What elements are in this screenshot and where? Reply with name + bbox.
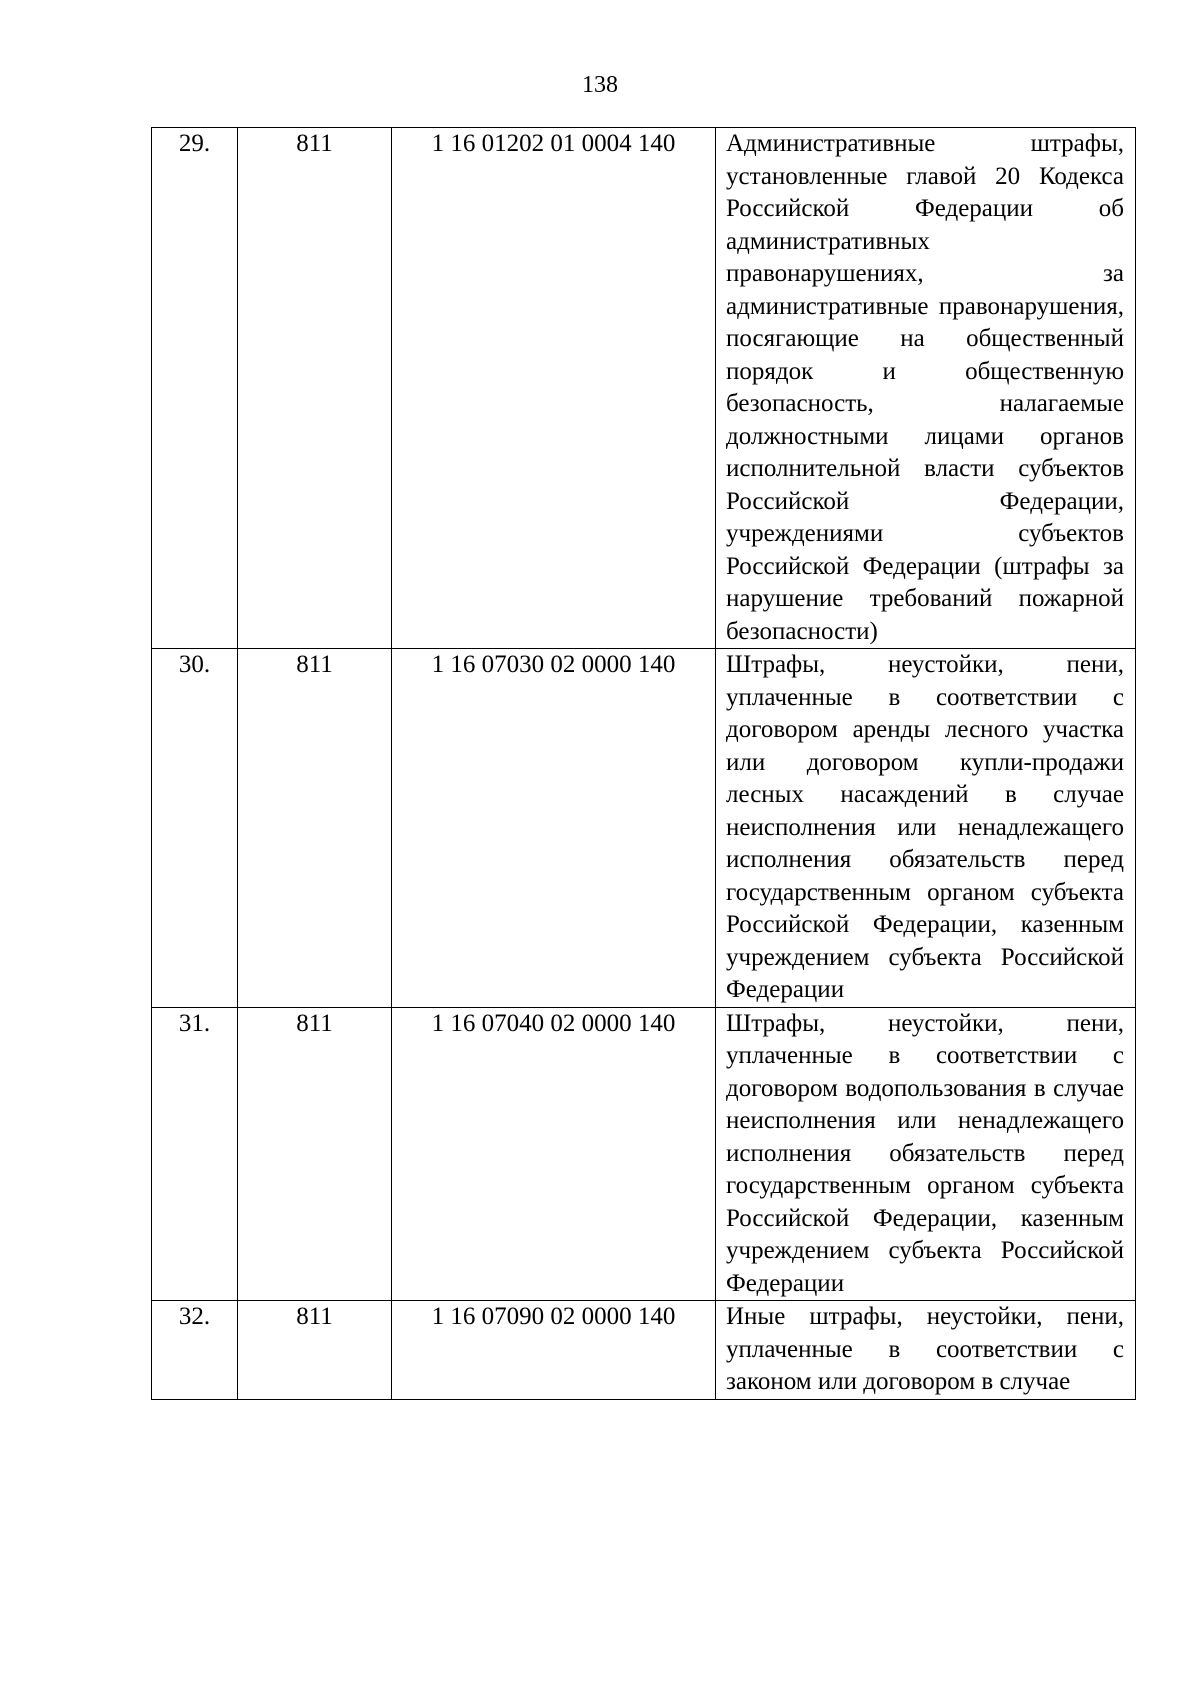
page-number: 138 <box>582 72 618 98</box>
kbk-code-cell: 1 16 07090 02 0000 140 <box>392 1301 716 1400</box>
kbk-code-cell: 1 16 01202 01 0004 140 <box>392 128 716 649</box>
admin-code-cell: 811 <box>238 1007 392 1301</box>
description-text: Штрафы, неустойки, пени, уплаченные в соответствии с договором водопользования в случае неисполнения или ненадлежащего исполнения обязательств перед государственным органом субъекта Российской Федерации, казенным учреждением субъекта Российской Федерации <box>726 1009 1124 1297</box>
table-row <box>152 1007 1136 1301</box>
description-cell <box>716 128 1136 649</box>
description-cell <box>716 649 1136 1008</box>
budget-codes-table <box>151 127 1136 1400</box>
row-number-cell: 31. <box>152 1007 238 1301</box>
description-text: Административные штрафы, установленные главой 20 Кодекса Российской Федерации об административных правонарушениях, за административные правонарушения, посягающие на общественный порядок и общественную безопасность, налагаемые должностными лицами органов исполнительной власти субъектов Российской Федерации, учреждениями субъектов Российской Федерации (штрафы за нарушение требований пожарной безопасности) <box>726 130 1124 645</box>
kbk-code-cell: 1 16 07030 02 0000 140 <box>392 649 716 1008</box>
row-number-cell: 29. <box>152 128 238 649</box>
description-cell <box>716 1007 1136 1301</box>
table-row <box>152 649 1136 1008</box>
admin-code-cell: 811 <box>238 649 392 1008</box>
description-cell <box>716 1301 1136 1400</box>
admin-code-cell: 811 <box>238 1301 392 1400</box>
description-text: Иные штрафы, неустойки, пени, уплаченные в соответствии с законом или договором в случае <box>726 1303 1124 1395</box>
row-number-cell: 32. <box>152 1301 238 1400</box>
table-row <box>152 128 1136 649</box>
description-text: Штрафы, неустойки, пени, уплаченные в соответствии с договором аренды лесного участка или договором купли-продажи лесных насаждений в случае неисполнения или ненадлежащего исполнения обязательств перед государственным органом субъекта Российской Федерации, казенным учреждением субъекта Российской Федерации <box>726 651 1124 1003</box>
kbk-code-cell: 1 16 07040 02 0000 140 <box>392 1007 716 1301</box>
row-number-cell: 30. <box>152 649 238 1008</box>
admin-code-cell: 811 <box>238 128 392 649</box>
table-row <box>152 1301 1136 1400</box>
